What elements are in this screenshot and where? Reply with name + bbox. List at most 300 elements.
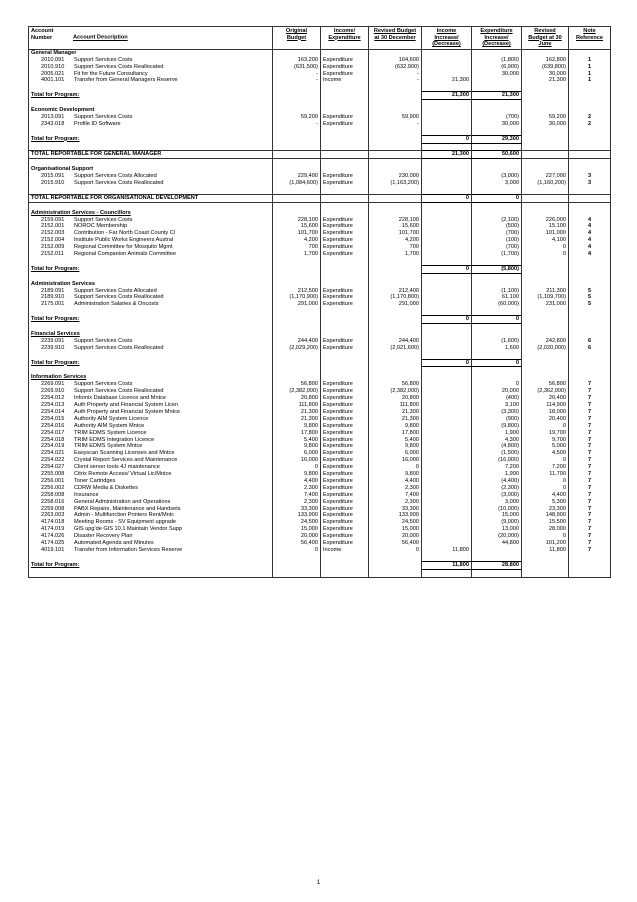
empty-cell bbox=[472, 107, 522, 114]
empty-cell bbox=[273, 316, 321, 324]
expenditure-increase-cell: (700) bbox=[472, 244, 522, 251]
income-increase-cell bbox=[422, 519, 472, 526]
empty-cell bbox=[321, 128, 369, 135]
table-row bbox=[29, 519, 611, 526]
empty-cell bbox=[522, 135, 569, 143]
account-number: 4019.101 bbox=[41, 547, 65, 554]
empty-cell bbox=[522, 194, 569, 202]
empty-cell bbox=[321, 316, 369, 324]
account-number: 4174.018 bbox=[41, 519, 65, 526]
revised-budget-june-cell: 0 bbox=[522, 251, 569, 258]
empty-cell bbox=[369, 359, 422, 367]
original-budget-cell: 1,700 bbox=[273, 251, 321, 258]
total-label: Total for Program: bbox=[29, 135, 273, 143]
account-description: Automated Agenda and Minutes bbox=[74, 540, 154, 547]
empty-cell bbox=[273, 374, 321, 381]
note-reference-cell: 7 bbox=[569, 540, 611, 547]
income-expenditure-cell: Expenditure bbox=[321, 251, 369, 258]
account-number: 2254.015 bbox=[41, 415, 65, 422]
note-reference-cell: 3 bbox=[569, 180, 611, 187]
revised-budget-june-cell: 4,100 bbox=[522, 237, 569, 244]
empty-cell bbox=[522, 210, 569, 217]
empty-cell bbox=[422, 324, 472, 331]
income-expenditure-cell: Expenditure bbox=[321, 244, 369, 251]
original-budget-cell: 163,200 bbox=[273, 57, 321, 64]
empty-cell bbox=[369, 84, 422, 91]
original-budget-cell: - bbox=[273, 77, 321, 84]
revised-budget-june-cell: 15,500 bbox=[522, 519, 569, 526]
note-reference-cell: 7 bbox=[569, 519, 611, 526]
empty-cell bbox=[569, 202, 611, 209]
empty-cell bbox=[321, 308, 369, 315]
empty-cell bbox=[472, 258, 522, 265]
total-income-increase: 11,800 bbox=[422, 561, 472, 569]
expenditure-increase-cell: 44,800 bbox=[472, 540, 522, 547]
empty-cell bbox=[522, 166, 569, 173]
account-number: 2152.011 bbox=[41, 251, 64, 258]
empty-cell bbox=[569, 352, 611, 359]
empty-cell bbox=[369, 135, 422, 143]
account-cell bbox=[29, 485, 273, 492]
income-expenditure-cell: Expenditure bbox=[321, 237, 369, 244]
income-expenditure-cell: Expenditure bbox=[321, 437, 369, 444]
empty-cell bbox=[422, 143, 472, 151]
header-income-expenditure: Income/ Expenditure bbox=[321, 27, 369, 50]
empty-cell bbox=[29, 159, 273, 166]
expenditure-increase-cell: (3,300) bbox=[472, 409, 522, 416]
header-note-reference: Note Reference bbox=[569, 27, 611, 50]
revised-budget-june-cell: (2,362,000) bbox=[522, 388, 569, 395]
expenditure-increase-cell: 3,000 bbox=[472, 499, 522, 506]
note-reference-cell: 7 bbox=[569, 409, 611, 416]
empty-cell bbox=[422, 281, 472, 288]
expenditure-increase-cell: (6,900) bbox=[472, 64, 522, 71]
original-budget-cell: (2,382,000) bbox=[273, 388, 321, 395]
expenditure-increase-cell: (1,600) bbox=[472, 338, 522, 345]
income-expenditure-cell: Expenditure bbox=[321, 57, 369, 64]
empty-cell bbox=[569, 308, 611, 315]
empty-cell bbox=[369, 92, 422, 100]
empty-cell bbox=[422, 100, 472, 107]
note-reference-cell: 7 bbox=[569, 430, 611, 437]
account-cell bbox=[29, 416, 273, 423]
empty-cell bbox=[422, 273, 472, 280]
empty-cell bbox=[472, 367, 522, 374]
expenditure-increase-cell: 3,000 bbox=[472, 180, 522, 187]
income-increase-cell bbox=[422, 492, 472, 499]
original-budget-cell: 228,100 bbox=[273, 217, 321, 224]
header-account: Account Number Account Description bbox=[29, 27, 273, 50]
empty-cell bbox=[569, 92, 611, 100]
income-increase-cell bbox=[422, 288, 472, 295]
empty-cell bbox=[369, 202, 422, 209]
revised-budget-june-cell: 227,000 bbox=[522, 173, 569, 180]
account-description: Contribution - Far North Coast County Cl bbox=[74, 230, 176, 237]
account-cell bbox=[29, 450, 273, 457]
empty-cell bbox=[569, 367, 611, 374]
income-expenditure-cell: Expenditure bbox=[321, 395, 369, 402]
account-description: NOROC Membership bbox=[74, 223, 128, 230]
note-reference-cell: 2 bbox=[569, 114, 611, 121]
reportable-total-row bbox=[29, 151, 611, 159]
empty-cell bbox=[472, 569, 522, 577]
empty-cell bbox=[29, 202, 273, 209]
original-budget-cell: 20,000 bbox=[273, 533, 321, 540]
original-budget-cell: 229,400 bbox=[273, 173, 321, 180]
account-number: 2258.008 bbox=[41, 491, 65, 498]
empty-cell bbox=[472, 324, 522, 331]
table-row bbox=[29, 338, 611, 345]
expenditure-increase-cell: 30,000 bbox=[472, 71, 522, 78]
empty-cell bbox=[472, 49, 522, 56]
revised-budget-june-cell: 4,400 bbox=[522, 492, 569, 499]
account-description: Support Services Costs bbox=[74, 113, 133, 120]
empty-cell bbox=[522, 128, 569, 135]
empty-cell bbox=[422, 308, 472, 315]
income-expenditure-cell: Expenditure bbox=[321, 402, 369, 409]
note-reference-cell: 7 bbox=[569, 437, 611, 444]
revised-budget-december-cell: 101,700 bbox=[369, 230, 422, 237]
empty-cell bbox=[472, 273, 522, 280]
spacer-row bbox=[29, 352, 611, 359]
empty-cell bbox=[321, 92, 369, 100]
empty-cell bbox=[522, 143, 569, 151]
empty-cell bbox=[321, 331, 369, 338]
income-increase-cell bbox=[422, 180, 472, 187]
account-cell bbox=[29, 223, 273, 230]
empty-cell bbox=[522, 359, 569, 367]
empty-cell bbox=[522, 49, 569, 56]
original-budget-cell: 24,500 bbox=[273, 519, 321, 526]
account-number: 2259.008 bbox=[41, 505, 65, 512]
income-expenditure-cell: Expenditure bbox=[321, 526, 369, 533]
account-number: 2254.019 bbox=[41, 443, 65, 450]
account-number: 2159.091 bbox=[41, 216, 65, 223]
account-number: 2010.910 bbox=[41, 63, 65, 70]
program-heading-row bbox=[29, 49, 611, 56]
empty-cell bbox=[29, 258, 273, 265]
original-budget-cell: 244,400 bbox=[273, 338, 321, 345]
empty-cell bbox=[569, 569, 611, 577]
total-income-increase: 0 bbox=[422, 316, 472, 324]
income-expenditure-cell: Expenditure bbox=[321, 492, 369, 499]
original-budget-cell: 101,700 bbox=[273, 230, 321, 237]
account-description: Disaster Recovery Plan bbox=[74, 533, 133, 540]
table-row bbox=[29, 301, 611, 308]
table-row bbox=[29, 64, 611, 71]
account-number: 2256.002 bbox=[41, 484, 65, 491]
empty-cell bbox=[522, 84, 569, 91]
spacer-row bbox=[29, 324, 611, 331]
income-increase-cell bbox=[422, 416, 472, 423]
spacer-row bbox=[29, 143, 611, 151]
account-cell bbox=[29, 506, 273, 513]
empty-cell bbox=[29, 84, 273, 91]
program-heading-row bbox=[29, 281, 611, 288]
empty-cell bbox=[273, 281, 321, 288]
account-number: 2263.003 bbox=[41, 512, 65, 519]
empty-cell bbox=[369, 166, 422, 173]
empty-cell bbox=[321, 324, 369, 331]
total-income-increase: 21,300 bbox=[422, 92, 472, 100]
account-cell bbox=[29, 409, 273, 416]
account-number: 2010.091 bbox=[41, 56, 65, 63]
revised-budget-december-cell: (1,163,200) bbox=[369, 180, 422, 187]
income-increase-cell bbox=[422, 450, 472, 457]
original-budget-cell: 16,000 bbox=[273, 457, 321, 464]
income-increase-cell bbox=[422, 388, 472, 395]
account-cell bbox=[29, 540, 273, 547]
revised-budget-june-cell: 20,400 bbox=[522, 416, 569, 423]
income-expenditure-cell: Expenditure bbox=[321, 288, 369, 295]
account-cell bbox=[29, 77, 273, 84]
table-row bbox=[29, 450, 611, 457]
table-row bbox=[29, 485, 611, 492]
empty-cell bbox=[321, 84, 369, 91]
expenditure-increase-cell: (2,300) bbox=[472, 485, 522, 492]
income-increase-cell bbox=[422, 244, 472, 251]
reportable-total-row bbox=[29, 194, 611, 202]
empty-cell bbox=[472, 202, 522, 209]
empty-cell bbox=[29, 273, 273, 280]
empty-cell bbox=[369, 49, 422, 56]
note-reference-cell: 7 bbox=[569, 547, 611, 554]
total-label: Total for Program: bbox=[29, 92, 273, 100]
table-row bbox=[29, 395, 611, 402]
revised-budget-december-cell: 0 bbox=[369, 547, 422, 554]
revised-budget-december-cell: 7,400 bbox=[369, 492, 422, 499]
expenditure-increase-cell: (9,000) bbox=[472, 519, 522, 526]
spacer-row bbox=[29, 273, 611, 280]
account-number: 2239.910 bbox=[41, 344, 65, 351]
budget-review-table bbox=[28, 26, 611, 578]
income-increase-cell: 21,300 bbox=[422, 77, 472, 84]
table-row bbox=[29, 540, 611, 547]
total-expenditure-increase: 0 bbox=[472, 316, 522, 324]
header-original-budget: Original Budget bbox=[273, 27, 321, 50]
revised-budget-december-cell: 24,500 bbox=[369, 519, 422, 526]
empty-cell bbox=[522, 100, 569, 107]
note-reference-cell: 7 bbox=[569, 526, 611, 533]
table-row bbox=[29, 492, 611, 499]
revised-budget-december-cell: 1,700 bbox=[369, 251, 422, 258]
revised-budget-june-cell: 0 bbox=[522, 457, 569, 464]
table-row bbox=[29, 443, 611, 450]
income-expenditure-cell: Expenditure bbox=[321, 423, 369, 430]
table-row bbox=[29, 237, 611, 244]
total-label: TOTAL REPORTABLE FOR ORGANISATIONAL DEVELOPMENT bbox=[29, 194, 273, 202]
account-description: CDRW Media & Diskettes bbox=[74, 484, 138, 491]
account-description: Authority AIM System Mntce bbox=[74, 422, 145, 429]
original-budget-cell: 2,300 bbox=[273, 499, 321, 506]
table-row bbox=[29, 478, 611, 485]
revised-budget-june-cell: 23,300 bbox=[522, 506, 569, 513]
empty-cell bbox=[369, 367, 422, 374]
original-budget-cell: 2,300 bbox=[273, 485, 321, 492]
empty-cell bbox=[273, 359, 321, 367]
expenditure-increase-cell: (10,000) bbox=[472, 506, 522, 513]
revised-budget-june-cell: 101,000 bbox=[522, 230, 569, 237]
table-row bbox=[29, 471, 611, 478]
account-description: Administration Salaries & Oncosts bbox=[74, 301, 159, 308]
income-increase-cell bbox=[422, 64, 472, 71]
original-budget-cell: 700 bbox=[273, 244, 321, 251]
empty-cell bbox=[273, 159, 321, 166]
program-heading: Information Services bbox=[29, 374, 273, 381]
account-description: Easyscan Scanning Licenses and Mntce bbox=[74, 450, 175, 457]
empty-cell bbox=[273, 308, 321, 315]
revised-budget-december-cell: 56,800 bbox=[369, 381, 422, 388]
empty-cell bbox=[422, 202, 472, 209]
account-description: Support Services Costs Reallocated bbox=[74, 294, 164, 301]
account-description: Support Services Costs Allocated bbox=[74, 287, 157, 294]
account-number: 2256.001 bbox=[41, 477, 65, 484]
account-description: Transfer from Information Services Reserve bbox=[74, 547, 183, 554]
income-increase-cell bbox=[422, 173, 472, 180]
expenditure-increase-cell: 4,300 bbox=[472, 437, 522, 444]
empty-cell bbox=[321, 49, 369, 56]
empty-cell bbox=[569, 128, 611, 135]
income-increase-cell bbox=[422, 533, 472, 540]
empty-cell bbox=[569, 331, 611, 338]
revised-budget-december-cell: 291,000 bbox=[369, 301, 422, 308]
income-increase-cell bbox=[422, 217, 472, 224]
income-increase-cell bbox=[422, 237, 472, 244]
account-cell bbox=[29, 71, 273, 78]
account-description: TRIM EDMS Integration Licence bbox=[74, 436, 155, 443]
empty-cell bbox=[29, 569, 273, 577]
account-number: 2254.013 bbox=[41, 401, 65, 408]
revised-budget-june-cell: 0 bbox=[522, 533, 569, 540]
note-reference-cell: 1 bbox=[569, 71, 611, 78]
account-number: 2254.017 bbox=[41, 429, 65, 436]
empty-cell bbox=[321, 143, 369, 151]
table-row bbox=[29, 437, 611, 444]
empty-cell bbox=[569, 324, 611, 331]
income-increase-cell bbox=[422, 395, 472, 402]
table-row bbox=[29, 423, 611, 430]
total-label: Total for Program: bbox=[29, 265, 273, 273]
revised-budget-june-cell: 28,000 bbox=[522, 526, 569, 533]
empty-cell bbox=[569, 554, 611, 561]
account-description: Support Services Costs Reallocated bbox=[74, 63, 164, 70]
empty-cell bbox=[569, 166, 611, 173]
account-number: 2015.091 bbox=[41, 173, 65, 180]
spacer-row bbox=[29, 187, 611, 194]
total-expenditure-increase: 0 bbox=[472, 194, 522, 202]
account-cell bbox=[29, 526, 273, 533]
empty-cell bbox=[472, 128, 522, 135]
revised-budget-december-cell: - bbox=[369, 71, 422, 78]
program-total-row bbox=[29, 316, 611, 324]
income-increase-cell bbox=[422, 71, 472, 78]
account-cell bbox=[29, 64, 273, 71]
note-reference-cell: 7 bbox=[569, 423, 611, 430]
income-expenditure-cell: Expenditure bbox=[321, 485, 369, 492]
revised-budget-june-cell: 242,800 bbox=[522, 338, 569, 345]
income-increase-cell bbox=[422, 423, 472, 430]
empty-cell bbox=[569, 265, 611, 273]
note-reference-cell: 6 bbox=[569, 338, 611, 345]
program-heading: General Manager bbox=[29, 49, 273, 56]
revised-budget-december-cell: 59,900 bbox=[369, 114, 422, 121]
page-number: 1 bbox=[316, 880, 321, 886]
original-budget-cell: 15,000 bbox=[273, 526, 321, 533]
empty-cell bbox=[369, 569, 422, 577]
table-row bbox=[29, 345, 611, 352]
note-reference-cell: 5 bbox=[569, 301, 611, 308]
empty-cell bbox=[321, 100, 369, 107]
expenditure-increase-cell: (16,000) bbox=[472, 457, 522, 464]
empty-cell bbox=[369, 100, 422, 107]
empty-cell bbox=[273, 202, 321, 209]
empty-cell bbox=[522, 367, 569, 374]
empty-cell bbox=[522, 151, 569, 159]
account-number: 4174.026 bbox=[41, 533, 65, 540]
empty-cell bbox=[472, 374, 522, 381]
empty-cell bbox=[273, 258, 321, 265]
revised-budget-june-cell: 114,900 bbox=[522, 402, 569, 409]
empty-cell bbox=[29, 324, 273, 331]
account-description: Meeting Rooms - SV Equipment upgrade bbox=[74, 519, 176, 526]
revised-budget-december-cell: 15,000 bbox=[369, 526, 422, 533]
expenditure-increase-cell: 1,900 bbox=[472, 471, 522, 478]
empty-cell bbox=[569, 194, 611, 202]
empty-cell bbox=[321, 258, 369, 265]
income-expenditure-cell: Expenditure bbox=[321, 533, 369, 540]
empty-cell bbox=[29, 128, 273, 135]
table-row bbox=[29, 223, 611, 230]
account-description: Support Services Costs Reallocated bbox=[74, 388, 164, 395]
empty-cell bbox=[321, 159, 369, 166]
empty-cell bbox=[422, 84, 472, 91]
account-number: 2254.027 bbox=[41, 464, 65, 471]
note-reference-cell: 1 bbox=[569, 77, 611, 84]
empty-cell bbox=[273, 100, 321, 107]
table-row bbox=[29, 388, 611, 395]
empty-cell bbox=[273, 187, 321, 194]
revised-budget-june-cell: 11,800 bbox=[522, 547, 569, 554]
income-expenditure-cell: Expenditure bbox=[321, 464, 369, 471]
empty-cell bbox=[273, 265, 321, 273]
empty-cell bbox=[369, 273, 422, 280]
revised-budget-june-cell: (1,160,200) bbox=[522, 180, 569, 187]
empty-cell bbox=[369, 187, 422, 194]
empty-cell bbox=[522, 374, 569, 381]
empty-cell bbox=[273, 561, 321, 569]
note-reference-cell: 7 bbox=[569, 381, 611, 388]
empty-cell bbox=[569, 107, 611, 114]
income-increase-cell bbox=[422, 471, 472, 478]
revised-budget-june-cell: 20,400 bbox=[522, 395, 569, 402]
table-row bbox=[29, 402, 611, 409]
empty-cell bbox=[321, 374, 369, 381]
expenditure-increase-cell: (3,000) bbox=[472, 492, 522, 499]
income-expenditure-cell: Expenditure bbox=[321, 443, 369, 450]
table-row bbox=[29, 409, 611, 416]
note-reference-cell: 4 bbox=[569, 244, 611, 251]
empty-cell bbox=[273, 84, 321, 91]
original-budget-cell: 0 bbox=[273, 464, 321, 471]
income-increase-cell bbox=[422, 457, 472, 464]
expenditure-increase-cell: 30,000 bbox=[472, 121, 522, 128]
income-increase-cell bbox=[422, 402, 472, 409]
empty-cell bbox=[472, 166, 522, 173]
expenditure-increase-cell: 0 bbox=[472, 381, 522, 388]
total-income-increase: 21,300 bbox=[422, 151, 472, 159]
account-number: 2152.004 bbox=[41, 237, 65, 244]
account-cell bbox=[29, 237, 273, 244]
